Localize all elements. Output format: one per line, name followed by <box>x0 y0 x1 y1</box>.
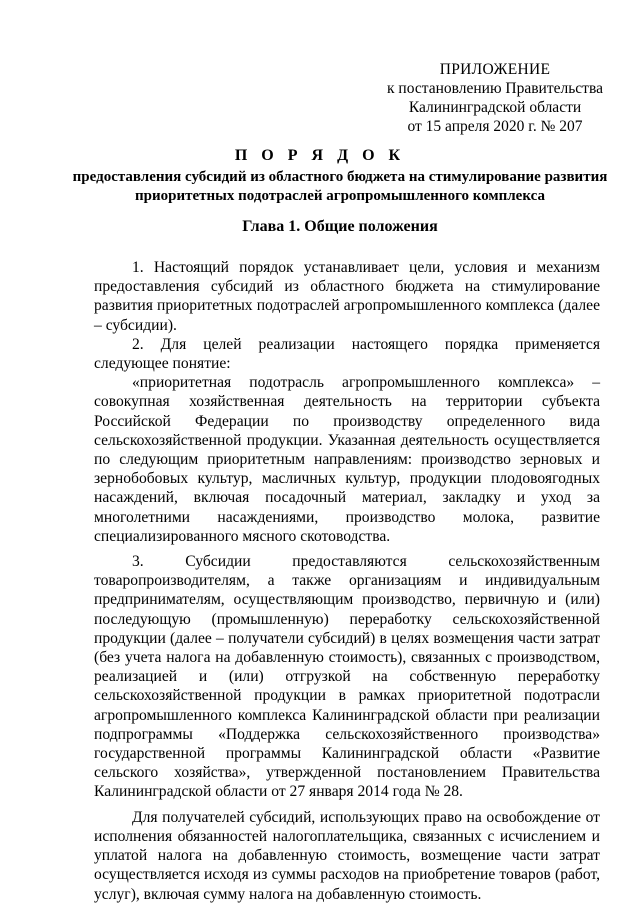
paragraph-4: Для получателей субсидий, использующих право на освобождение от исполнения обязанностей налогоплательщика, связанных с исчислением и уплатой налога на добавленную стоимость, возмещение части затрат осуществляется исходя из суммы расходов на приобретение товаров (работ, услуг), включая сумму налога на добавленную стоимость. <box>94 808 600 903</box>
document-body <box>94 258 600 904</box>
document-title: П О Р Я Д О К <box>234 147 406 164</box>
appendix-date-number: от 15 апреля 2020 г. № 207 <box>407 118 583 135</box>
paragraph-definition: «приоритетная подотрасль агропромышленного комплекса» – совокупная хозяйственная деятельность на территории субъекта Российской Федерации по производству определенного вида сельскохозяйственной продукции. Указанная деятельность осуществляется по следующим приоритетным направлениям: производство зерновых и зернобобовых культур, масличных культур, продукции плодовоягодных насаждений, включая посадочный материал, закладку и уход за многолетними насаждениями, производство молока, развитие специализированного мясного скотоводства. <box>94 374 600 545</box>
paragraph-2: 2. Для целей реализации настоящего порядка применяется следующее понятие: <box>94 335 600 373</box>
chapter-heading: Глава 1. Общие положения <box>242 218 438 235</box>
appendix-line-2: Калининградской области <box>408 99 582 116</box>
appendix-line-1: к постановлению Правительства <box>387 80 603 97</box>
appendix-title: ПРИЛОЖЕНИЕ <box>439 61 551 78</box>
appendix-block <box>380 60 610 136</box>
paragraph-3: 3. Субсидии предоставляются сельскохозяйственным товаропроизводителям, а также организациям и индивидуальным предпринимателям, осуществляющим производство, первичную и (или) последующую (промышленную) переработку сельскохозяйственной продукции (далее – получатели субсидий) в целях возмещения части затрат (без учета налога на добавленную стоимость), связанных с производством, реализацией и (или) отгрузкой на собственную переработку сельскохозяйственной продукции в рамках приоритетной подотрасли агропромышленного комплекса Калининградской области при реализации подпрограммы «Поддержка сельскохозяйственного производства» государственной программы Калининградской области «Развитие сельского хозяйства», утвержденной постановлением Правительства Калининградской области от 27 января 2014 года № 28. <box>94 553 600 801</box>
paragraph-1: 1. Настоящий порядок устанавливает цели, условия и механизм предоставления субсидий из областного бюджета на стимулирование развития приоритетных подотраслей агропромышленного комплекса (далее – субсидии). <box>94 259 600 334</box>
document-subtitle: предоставления субсидий из областного бюджета на стимулирование развития приоритетных подотраслей агропромышленного комплекса <box>72 169 608 204</box>
